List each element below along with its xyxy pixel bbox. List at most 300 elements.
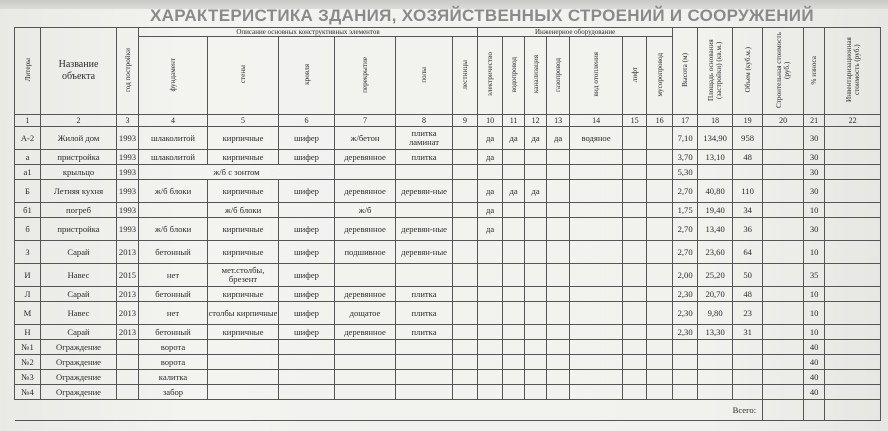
cell-height: 2,30 bbox=[673, 287, 698, 302]
cell-inv-cost bbox=[825, 340, 881, 355]
cell-wear: 35 bbox=[804, 264, 825, 287]
cell-volume bbox=[733, 340, 763, 355]
column-number: 11 bbox=[503, 115, 525, 127]
cell-floor-slab bbox=[335, 385, 396, 400]
cell-water bbox=[503, 203, 525, 218]
cell-wear: 30 bbox=[804, 150, 825, 165]
cell-stairs bbox=[453, 287, 478, 302]
cell-floors: плитка ламинат bbox=[396, 127, 453, 150]
group-structural: Описание основных конструктивных элементов bbox=[139, 28, 478, 37]
column-number: 14 bbox=[570, 115, 623, 127]
column-number: 6 bbox=[279, 115, 335, 127]
cell-sewer bbox=[525, 264, 547, 287]
table-row bbox=[15, 180, 881, 203]
cell-area: 25,20 bbox=[698, 264, 733, 287]
column-number: 1 bbox=[15, 115, 41, 127]
cell-stairs bbox=[453, 355, 478, 370]
cell-inv-cost bbox=[825, 150, 881, 165]
cell-garbage bbox=[647, 302, 673, 325]
cell-foundation: забор bbox=[139, 385, 208, 400]
cell-area: 13,10 bbox=[698, 150, 733, 165]
cell-floors bbox=[396, 165, 453, 180]
cell-volume: 50 bbox=[733, 264, 763, 287]
cell-lift bbox=[623, 218, 647, 241]
cell-electric bbox=[478, 340, 503, 355]
header-volume: Объем (куб.м.) bbox=[733, 28, 763, 115]
header-lift: лифт bbox=[623, 37, 647, 115]
cell-build-cost bbox=[763, 325, 804, 340]
cell-roof: шифер bbox=[279, 264, 335, 287]
cell-year: 1993 bbox=[117, 127, 139, 150]
cell-area: 19,40 bbox=[698, 203, 733, 218]
cell-floor-slab: деревянное bbox=[335, 325, 396, 340]
cell-area bbox=[698, 355, 733, 370]
cell-stairs bbox=[453, 340, 478, 355]
header-gas: газопровод bbox=[547, 37, 570, 115]
cell-garbage bbox=[647, 370, 673, 385]
cell-name: Сарай bbox=[41, 287, 117, 302]
cell-lift bbox=[623, 287, 647, 302]
header-floors: полы bbox=[396, 37, 453, 115]
cell-garbage bbox=[647, 287, 673, 302]
cell-heating bbox=[570, 264, 623, 287]
cell-litera: а1 bbox=[15, 165, 41, 180]
cell-year: 2013 bbox=[117, 302, 139, 325]
cell-electric bbox=[478, 264, 503, 287]
table-row bbox=[15, 150, 881, 165]
cell-wear: 10 bbox=[804, 302, 825, 325]
cell-floor-slab: деревянное bbox=[335, 180, 396, 203]
cell-heating bbox=[570, 355, 623, 370]
cell-electric bbox=[478, 385, 503, 400]
cell-litera: А-2 bbox=[15, 127, 41, 150]
cell-build-cost bbox=[763, 370, 804, 385]
cell-area: 13,30 bbox=[698, 325, 733, 340]
cell-height: 2,70 bbox=[673, 218, 698, 241]
table-row bbox=[15, 127, 881, 150]
cell-foundation: бетонный bbox=[139, 241, 208, 264]
cell-volume: 34 bbox=[733, 203, 763, 218]
cell-volume: 31 bbox=[733, 325, 763, 340]
cell-roof: шифер bbox=[279, 241, 335, 264]
cell-sewer bbox=[525, 325, 547, 340]
cell-gas bbox=[547, 325, 570, 340]
cell-garbage bbox=[647, 385, 673, 400]
cell-heating bbox=[570, 218, 623, 241]
column-number: 15 bbox=[623, 115, 647, 127]
table-row bbox=[15, 370, 881, 385]
cell-stairs bbox=[453, 203, 478, 218]
header-inv-cost: Инвентаризационная стоимость (руб.) bbox=[825, 28, 881, 115]
cell-stairs bbox=[453, 241, 478, 264]
total-label: Всего: bbox=[15, 400, 763, 421]
total-inv-cost bbox=[825, 400, 881, 421]
cell-electric: да bbox=[478, 218, 503, 241]
cell-sewer bbox=[525, 165, 547, 180]
cell-floors bbox=[396, 370, 453, 385]
header-build-cost: Строительная стоимость (руб.) bbox=[763, 28, 804, 115]
cell-build-cost bbox=[763, 241, 804, 264]
header-foundation: фундамент bbox=[139, 37, 208, 115]
cell-sewer bbox=[525, 241, 547, 264]
cell-inv-cost bbox=[825, 203, 881, 218]
cell-build-cost bbox=[763, 127, 804, 150]
cell-volume: 48 bbox=[733, 150, 763, 165]
cell-walls bbox=[208, 370, 279, 385]
table-row bbox=[15, 325, 881, 340]
cell-sewer bbox=[525, 355, 547, 370]
cell-sewer bbox=[525, 340, 547, 355]
cell-heating bbox=[570, 340, 623, 355]
cell-garbage bbox=[647, 165, 673, 180]
cell-water bbox=[503, 287, 525, 302]
cell-roof bbox=[279, 203, 335, 218]
cell-area: 40,80 bbox=[698, 180, 733, 203]
table-row bbox=[15, 355, 881, 370]
header-height: Высота (м) bbox=[673, 28, 698, 115]
cell-floors: плитка bbox=[396, 150, 453, 165]
cell-gas: да bbox=[547, 127, 570, 150]
cell-walls: ж/б блоки bbox=[208, 203, 279, 218]
cell-name: Навес bbox=[41, 302, 117, 325]
cell-floors: плитка bbox=[396, 287, 453, 302]
cell-sewer bbox=[525, 150, 547, 165]
document-title: ХАРАКТЕРИСТИКА ЗДАНИЯ, ХОЗЯЙСТВЕННЫХ СТРОЕНИЙ И СООРУЖЕНИЙ bbox=[150, 6, 814, 25]
cell-garbage bbox=[647, 180, 673, 203]
cell-area bbox=[698, 370, 733, 385]
cell-height bbox=[673, 355, 698, 370]
cell-inv-cost bbox=[825, 127, 881, 150]
cell-foundation: ворота bbox=[139, 355, 208, 370]
cell-lift bbox=[623, 180, 647, 203]
cell-name: Летняя кухня bbox=[41, 180, 117, 203]
cell-litera: Л bbox=[15, 287, 41, 302]
cell-build-cost bbox=[763, 150, 804, 165]
column-number: 10 bbox=[478, 115, 503, 127]
column-number: 8 bbox=[396, 115, 453, 127]
column-number: 19 bbox=[733, 115, 763, 127]
header-walls: стены bbox=[208, 37, 279, 115]
table-row bbox=[15, 287, 881, 302]
cell-walls: кирпичные bbox=[208, 241, 279, 264]
cell-name: Ограждение bbox=[41, 340, 117, 355]
header-area: Площадь основания (застройки) (кв.м.) bbox=[698, 28, 733, 115]
cell-inv-cost bbox=[825, 325, 881, 340]
cell-build-cost bbox=[763, 287, 804, 302]
cell-garbage bbox=[647, 218, 673, 241]
cell-water bbox=[503, 370, 525, 385]
cell-lift bbox=[623, 127, 647, 150]
cell-volume bbox=[733, 385, 763, 400]
column-number: 20 bbox=[763, 115, 804, 127]
cell-lift bbox=[623, 241, 647, 264]
cell-floor-slab bbox=[335, 370, 396, 385]
cell-electric: да bbox=[478, 180, 503, 203]
cell-gas bbox=[547, 218, 570, 241]
cell-volume bbox=[733, 370, 763, 385]
cell-wear: 40 bbox=[804, 340, 825, 355]
column-number: 9 bbox=[453, 115, 478, 127]
total-wear bbox=[804, 400, 825, 421]
cell-build-cost bbox=[763, 385, 804, 400]
cell-year bbox=[117, 370, 139, 385]
cell-name: крыльцо bbox=[41, 165, 117, 180]
cell-year bbox=[117, 355, 139, 370]
cell-heating bbox=[570, 241, 623, 264]
cell-lift bbox=[623, 264, 647, 287]
header-name: Название объекта bbox=[41, 28, 117, 115]
cell-lift bbox=[623, 370, 647, 385]
cell-walls bbox=[208, 355, 279, 370]
table-row bbox=[15, 264, 881, 287]
cell-electric bbox=[478, 355, 503, 370]
cell-walls bbox=[208, 385, 279, 400]
cell-water bbox=[503, 340, 525, 355]
cell-heating bbox=[570, 385, 623, 400]
cell-electric bbox=[478, 165, 503, 180]
cell-year: 2013 bbox=[117, 287, 139, 302]
cell-height: 5,30 bbox=[673, 165, 698, 180]
cell-floors: деревян-ные bbox=[396, 218, 453, 241]
cell-gas bbox=[547, 385, 570, 400]
cell-litera: №1 bbox=[15, 340, 41, 355]
cell-water bbox=[503, 264, 525, 287]
cell-height: 2,30 bbox=[673, 325, 698, 340]
cell-gas bbox=[547, 203, 570, 218]
cell-sewer bbox=[525, 203, 547, 218]
cell-foundation: ворота bbox=[139, 340, 208, 355]
cell-sewer bbox=[525, 370, 547, 385]
header-litera: Литеры bbox=[15, 28, 41, 115]
cell-stairs bbox=[453, 385, 478, 400]
cell-build-cost bbox=[763, 264, 804, 287]
table-row bbox=[15, 165, 881, 180]
cell-foundation: ж/б блоки bbox=[139, 218, 208, 241]
column-number: 17 bbox=[673, 115, 698, 127]
group-engineering: Инженерное оборудование bbox=[478, 28, 673, 37]
header-roof: кровля bbox=[279, 37, 335, 115]
column-number: 4 bbox=[139, 115, 208, 127]
cell-heating bbox=[570, 203, 623, 218]
cell-roof: шифер bbox=[279, 127, 335, 150]
cell-height: 2,30 bbox=[673, 302, 698, 325]
cell-foundation: нет bbox=[139, 302, 208, 325]
cell-wear: 40 bbox=[804, 385, 825, 400]
cell-water bbox=[503, 355, 525, 370]
cell-roof: шифер bbox=[279, 218, 335, 241]
cell-sewer bbox=[525, 385, 547, 400]
cell-name: Жилой дом bbox=[41, 127, 117, 150]
cell-lift bbox=[623, 165, 647, 180]
header-heating: вид отопления bbox=[570, 37, 623, 115]
cell-garbage bbox=[647, 241, 673, 264]
cell-year: 1993 bbox=[117, 180, 139, 203]
cell-lift bbox=[623, 203, 647, 218]
cell-build-cost bbox=[763, 218, 804, 241]
cell-inv-cost bbox=[825, 264, 881, 287]
cell-height: 2,00 bbox=[673, 264, 698, 287]
cell-heating bbox=[570, 165, 623, 180]
cell-foundation: шлаколитой bbox=[139, 127, 208, 150]
column-number: 18 bbox=[698, 115, 733, 127]
table-row bbox=[15, 241, 881, 264]
cell-heating: водяное bbox=[570, 127, 623, 150]
cell-electric: да bbox=[478, 150, 503, 165]
cell-floors bbox=[396, 264, 453, 287]
cell-floor-slab: ж/б bbox=[335, 203, 396, 218]
cell-walls: столбы кирпичные bbox=[208, 302, 279, 325]
cell-walls: мет.столбы, брезент bbox=[208, 264, 279, 287]
cell-area: 9,80 bbox=[698, 302, 733, 325]
cell-floor-slab bbox=[335, 165, 396, 180]
cell-gas bbox=[547, 370, 570, 385]
cell-foundation: шлаколитой bbox=[139, 150, 208, 165]
cell-sewer: да bbox=[525, 180, 547, 203]
cell-floors bbox=[396, 385, 453, 400]
cell-garbage bbox=[647, 355, 673, 370]
cell-electric bbox=[478, 287, 503, 302]
cell-stairs bbox=[453, 150, 478, 165]
cell-roof bbox=[279, 370, 335, 385]
cell-foundation: ж/б блоки bbox=[139, 180, 208, 203]
cell-lift bbox=[623, 325, 647, 340]
cell-wear: 30 bbox=[804, 180, 825, 203]
cell-roof: шифер bbox=[279, 325, 335, 340]
cell-area: 13,40 bbox=[698, 218, 733, 241]
cell-litera: №4 bbox=[15, 385, 41, 400]
cell-area bbox=[698, 340, 733, 355]
cell-sewer: да bbox=[525, 127, 547, 150]
cell-gas bbox=[547, 264, 570, 287]
table-row bbox=[15, 302, 881, 325]
column-number: 2 bbox=[41, 115, 117, 127]
cell-litera: Б bbox=[15, 180, 41, 203]
cell-walls: кирпичные bbox=[208, 180, 279, 203]
cell-litera: б1 bbox=[15, 203, 41, 218]
cell-garbage bbox=[647, 150, 673, 165]
cell-floor-slab bbox=[335, 340, 396, 355]
cell-litera: З bbox=[15, 241, 41, 264]
cell-lift bbox=[623, 302, 647, 325]
cell-water bbox=[503, 325, 525, 340]
cell-stairs bbox=[453, 302, 478, 325]
cell-litera: №3 bbox=[15, 370, 41, 385]
cell-build-cost bbox=[763, 180, 804, 203]
cell-lift bbox=[623, 340, 647, 355]
cell-name: Сарай bbox=[41, 325, 117, 340]
cell-sewer bbox=[525, 218, 547, 241]
cell-height bbox=[673, 340, 698, 355]
cell-inv-cost bbox=[825, 355, 881, 370]
header-floor-slab: перекрытие bbox=[335, 37, 396, 115]
cell-electric bbox=[478, 370, 503, 385]
cell-water: да bbox=[503, 127, 525, 150]
cell-inv-cost bbox=[825, 218, 881, 241]
cell-year bbox=[117, 340, 139, 355]
cell-volume: 64 bbox=[733, 241, 763, 264]
total-build-cost bbox=[763, 400, 804, 421]
cell-walls: кирпичные bbox=[208, 218, 279, 241]
cell-inv-cost bbox=[825, 241, 881, 264]
cell-roof: шифер bbox=[279, 287, 335, 302]
column-number: 13 bbox=[547, 115, 570, 127]
cell-volume bbox=[733, 165, 763, 180]
cell-electric: да bbox=[478, 203, 503, 218]
cell-wear: 30 bbox=[804, 165, 825, 180]
cell-walls bbox=[208, 340, 279, 355]
cell-floors bbox=[396, 355, 453, 370]
cell-build-cost bbox=[763, 355, 804, 370]
cell-stairs bbox=[453, 325, 478, 340]
cell-heating bbox=[570, 370, 623, 385]
cell-volume bbox=[733, 355, 763, 370]
cell-inv-cost bbox=[825, 287, 881, 302]
cell-stairs bbox=[453, 370, 478, 385]
cell-floor-slab: деревянное bbox=[335, 287, 396, 302]
cell-wear: 30 bbox=[804, 218, 825, 241]
cell-roof bbox=[279, 340, 335, 355]
cell-heating bbox=[570, 302, 623, 325]
cell-area bbox=[698, 385, 733, 400]
cell-floors: плитка bbox=[396, 302, 453, 325]
cell-wear: 40 bbox=[804, 355, 825, 370]
cell-stairs bbox=[453, 165, 478, 180]
cell-lift bbox=[623, 355, 647, 370]
cell-floors bbox=[396, 203, 453, 218]
cell-floors: деревян-ные bbox=[396, 241, 453, 264]
cell-floor-slab: деревянное bbox=[335, 150, 396, 165]
cell-floor-slab: дощатое bbox=[335, 302, 396, 325]
cell-electric bbox=[478, 302, 503, 325]
cell-height bbox=[673, 370, 698, 385]
cell-gas bbox=[547, 302, 570, 325]
cell-inv-cost bbox=[825, 165, 881, 180]
header-sewer: канализация bbox=[525, 37, 547, 115]
cell-heating bbox=[570, 180, 623, 203]
cell-heating bbox=[570, 150, 623, 165]
cell-year: 1993 bbox=[117, 218, 139, 241]
cell-roof: шифер bbox=[279, 150, 335, 165]
cell-name: Ограждение bbox=[41, 355, 117, 370]
cell-stairs bbox=[453, 127, 478, 150]
cell-inv-cost bbox=[825, 302, 881, 325]
cell-roof: шифер bbox=[279, 180, 335, 203]
cell-foundation: бетонный bbox=[139, 325, 208, 340]
cell-stairs bbox=[453, 180, 478, 203]
cell-foundation: калитка bbox=[139, 370, 208, 385]
cell-floors: деревян-ные bbox=[396, 180, 453, 203]
cell-year: 2015 bbox=[117, 264, 139, 287]
building-characteristics-table bbox=[14, 27, 881, 421]
header-stairs: лестницы bbox=[453, 37, 478, 115]
cell-sewer bbox=[525, 302, 547, 325]
cell-walls: кирпичные bbox=[208, 150, 279, 165]
table-row bbox=[15, 340, 881, 355]
table-body bbox=[15, 127, 881, 400]
header-water: водопровод bbox=[503, 37, 525, 115]
cell-height: 3,70 bbox=[673, 150, 698, 165]
cell-electric bbox=[478, 241, 503, 264]
cell-wear: 10 bbox=[804, 203, 825, 218]
cell-wear: 30 bbox=[804, 127, 825, 150]
cell-wear: 40 bbox=[804, 370, 825, 385]
cell-area bbox=[698, 165, 733, 180]
cell-litera: а bbox=[15, 150, 41, 165]
cell-stairs bbox=[453, 264, 478, 287]
cell-name: пристройка bbox=[41, 218, 117, 241]
table-row bbox=[15, 385, 881, 400]
cell-year: 1993 bbox=[117, 203, 139, 218]
